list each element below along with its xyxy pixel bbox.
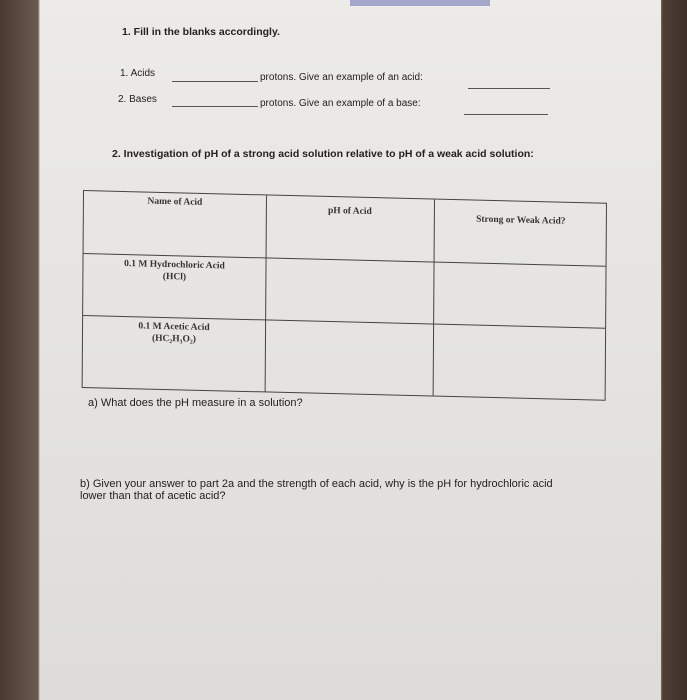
header-name-of-acid: Name of Acid [147, 196, 203, 208]
acids-label: 1. Acids [120, 68, 156, 79]
part-a-question: a) What does the pH measure in a solution? [88, 397, 303, 409]
hcl-ph-cell[interactable] [265, 261, 433, 321]
acid-formula: (HC₂H₃O₂) [151, 333, 196, 345]
acid-name: 0.1 M Hydrochloric Acid [124, 259, 225, 272]
header-stamp [350, 0, 490, 6]
acid-formula: (HCl) [162, 271, 187, 283]
table-row-acetic-name [83, 319, 265, 347]
acetic-ph-cell[interactable] [265, 323, 433, 383]
table-row-hcl-name [83, 257, 265, 285]
acids-protons-blank[interactable] [172, 81, 258, 82]
acid-example-blank[interactable] [468, 88, 550, 89]
acid-name: 0.1 M Acetic Acid [138, 321, 210, 334]
hcl-strength-cell[interactable] [433, 266, 607, 326]
header-strong-or-weak: Strong or Weak Acid? [476, 214, 566, 227]
ph-data-table [82, 190, 607, 401]
header-ph-of-acid: pH of Acid [327, 205, 372, 218]
desk-surface [657, 0, 687, 700]
question-2-title: 2. Investigation of pH of a strong acid solution relative to pH of a weak acid solution: [112, 148, 534, 160]
acetic-strength-cell[interactable] [433, 328, 607, 388]
acids-prompt: protons. Give an example of an acid: [260, 72, 423, 83]
bases-label: 2. Bases [118, 94, 157, 105]
question-1-title: 1. Fill in the blanks accordingly. [122, 26, 280, 38]
bases-protons-blank[interactable] [172, 106, 258, 107]
part-b-question: b) Given your answer to part 2a and the strength of each acid, why is the pH for hydrochloric acid lower than that of acetic acid? [80, 478, 553, 502]
bases-prompt: protons. Give an example of a base: [260, 98, 421, 109]
base-example-blank[interactable] [464, 114, 548, 115]
